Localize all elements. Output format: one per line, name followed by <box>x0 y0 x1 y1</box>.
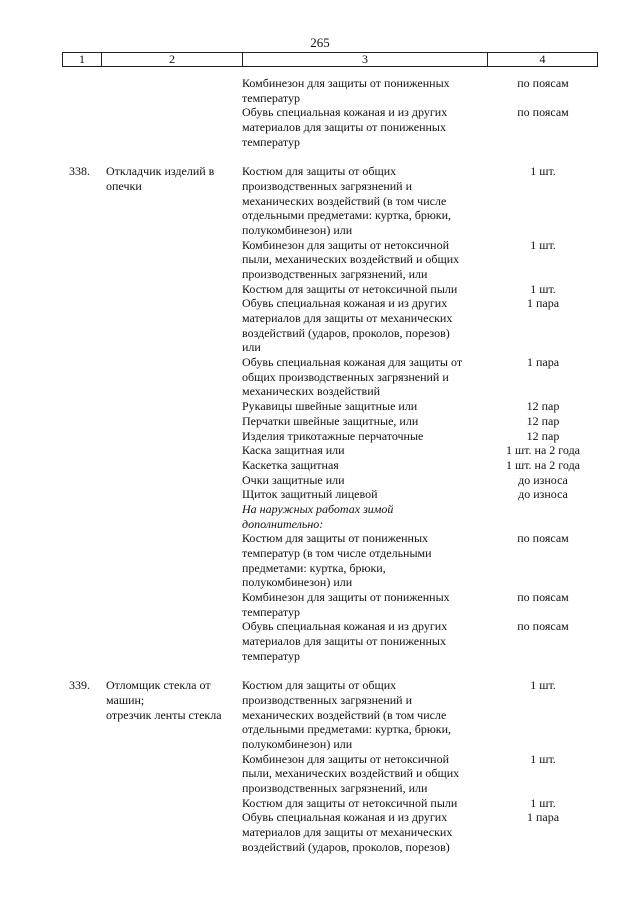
table-line <box>0 179 640 194</box>
issue-norm: 1 шт. <box>530 164 556 179</box>
equipment-item: Комбинезон для защиты от нетоксичной <box>242 237 450 252</box>
table-line <box>0 781 640 796</box>
equipment-item: Обувь специальная кожаная и из других <box>242 105 448 120</box>
table-line <box>0 208 640 223</box>
table-line <box>0 296 640 311</box>
issue-norm: 1 шт. <box>530 678 556 693</box>
table-line <box>0 91 640 106</box>
table-line <box>0 194 640 209</box>
issue-norm: 12 пар <box>526 413 560 428</box>
issue-norm: 1 шт. <box>530 237 556 252</box>
equipment-item: Обувь специальная кожаная и из других <box>242 619 448 634</box>
table-line <box>0 752 640 767</box>
table-line <box>0 487 640 502</box>
table-line <box>0 531 640 546</box>
row-number: 339. <box>69 678 90 693</box>
equipment-item: отдельными предметами: куртка, брюки, <box>242 722 452 737</box>
issue-norm: 1 шт. <box>530 751 556 766</box>
table-line <box>0 722 640 737</box>
table-line <box>0 105 640 120</box>
table-line <box>0 693 640 708</box>
table-line <box>0 384 640 399</box>
table-line <box>0 370 640 385</box>
issue-norm: по поясам <box>517 619 569 634</box>
equipment-item: Костюм для защиты от общих <box>242 678 397 693</box>
table-header <box>62 52 598 67</box>
table-line <box>0 326 640 341</box>
equipment-item: температур (в том числе отдельными <box>242 546 432 560</box>
table-line <box>0 76 640 91</box>
equipment-item: предметами: куртка, брюки, <box>242 560 386 575</box>
equipment-item: температур <box>242 648 301 663</box>
equipment-item: Комбинезон для защиты от пониженных <box>242 76 450 90</box>
table-line <box>0 590 640 605</box>
table-line <box>0 282 640 297</box>
column-header-3: 3 <box>242 53 487 66</box>
table-line <box>0 619 640 634</box>
issue-norm: 1 шт. на 2 года <box>505 443 581 458</box>
equipment-item: Костюм для защиты от нетоксичной пыли <box>242 281 458 296</box>
issue-norm: 1 шт. <box>530 281 556 296</box>
table-body <box>0 76 640 854</box>
issue-norm: по поясам <box>517 590 569 605</box>
table-line <box>0 678 640 693</box>
equipment-item: Изделия трикотажные перчаточные <box>242 428 424 443</box>
issue-norm: 12 пар <box>526 428 560 443</box>
table-line <box>0 634 640 649</box>
issue-norm: 12 пар <box>526 399 560 414</box>
table-line <box>0 149 640 164</box>
table-line <box>0 708 640 723</box>
equipment-item: механических воздействий (в том числе <box>242 193 447 208</box>
equipment-item: материалов для защиты от механических <box>242 311 453 325</box>
issue-norm: до износа <box>518 472 568 487</box>
table-line <box>0 810 640 825</box>
equipment-item: производственных загрязнений и <box>242 692 413 707</box>
table-line <box>0 458 640 473</box>
column-header-2: 2 <box>101 53 242 66</box>
equipment-item: температур <box>242 90 301 105</box>
table-line <box>0 766 640 781</box>
table-line <box>0 840 640 855</box>
equipment-item: материалов для защиты от пониженных <box>242 634 446 649</box>
issue-norm: 1 пара <box>526 355 560 370</box>
table-line <box>0 546 640 561</box>
profession-name: Откладчик изделий в <box>106 164 215 179</box>
page-number: 265 <box>310 35 330 50</box>
equipment-item: Щиток защитный лицевой <box>242 487 378 502</box>
table-line <box>0 443 640 458</box>
table-line <box>0 575 640 590</box>
equipment-item: Костюм для защиты от нетоксичной пыли <box>242 795 458 810</box>
table-line <box>0 311 640 326</box>
equipment-item: пыли, механических воздействий и общих <box>242 766 460 781</box>
table-line <box>0 473 640 488</box>
equipment-item: механических воздействий (в том числе <box>242 707 447 722</box>
equipment-item: температур <box>242 604 301 619</box>
table-line <box>0 267 640 282</box>
equipment-item: дополнительно: <box>242 516 324 531</box>
equipment-item: Комбинезон для защиты от пониженных <box>242 590 450 605</box>
issue-norm: по поясам <box>517 76 569 90</box>
equipment-item: механических воздействий <box>242 384 381 399</box>
equipment-item: Перчатки швейные защитные, или <box>242 413 419 428</box>
table-line <box>0 502 640 517</box>
equipment-item: материалов для защиты от механических <box>242 825 453 840</box>
equipment-item: Костюм для защиты от пониженных <box>242 531 429 546</box>
equipment-item: Обувь специальная кожаная и из других <box>242 296 448 311</box>
equipment-item: Рукавицы швейные защитные или <box>242 399 418 414</box>
table-line <box>0 664 640 679</box>
equipment-item: воздействий (ударов, проколов, порезов) <box>242 839 450 854</box>
equipment-item: Каска защитная или <box>242 443 345 458</box>
issue-norm: 1 шт. <box>530 795 556 810</box>
equipment-item: или <box>242 340 261 355</box>
equipment-item: производственных загрязнений, или <box>242 266 428 281</box>
table-line <box>0 517 640 532</box>
table-line <box>0 120 640 135</box>
table-line <box>0 605 640 620</box>
table-line <box>0 340 640 355</box>
equipment-item: Обувь специальная кожаная и из других <box>242 810 448 825</box>
issue-norm: 1 пара <box>526 296 560 311</box>
table-line <box>0 825 640 840</box>
issue-norm: по поясам <box>517 531 569 546</box>
table-line <box>0 649 640 664</box>
equipment-item: производственных загрязнений и <box>242 178 413 193</box>
equipment-item: температур <box>242 134 301 149</box>
equipment-item: На наружных работах зимой <box>242 501 394 516</box>
table-line <box>0 238 640 253</box>
equipment-item: общих производственных загрязнений и <box>242 369 449 384</box>
equipment-item: Комбинезон для защиты от нетоксичной <box>242 751 450 766</box>
equipment-item: Очки защитные или <box>242 472 345 487</box>
table-line <box>0 223 640 238</box>
column-header-1: 1 <box>79 52 85 66</box>
issue-norm: 1 пара <box>526 810 560 825</box>
table-line <box>0 399 640 414</box>
equipment-item: пыли, механических воздействий и общих <box>242 252 460 267</box>
profession-name: опечки <box>106 178 142 193</box>
profession-name: отрезчик ленты стекла <box>106 707 222 722</box>
profession-name: машин; <box>106 692 145 707</box>
table-line <box>0 252 640 267</box>
table-line <box>0 737 640 752</box>
table-line <box>0 164 640 179</box>
table-line <box>0 429 640 444</box>
profession-name: Отломщик стекла от <box>106 678 211 693</box>
equipment-item: отдельными предметами: куртка, брюки, <box>242 208 452 223</box>
row-number: 338. <box>69 164 90 179</box>
issue-norm: 1 шт. на 2 года <box>505 457 581 472</box>
equipment-item: материалов для защиты от пониженных <box>242 120 446 135</box>
equipment-item: Костюм для защиты от общих <box>242 164 397 179</box>
column-header-4: 4 <box>487 53 597 66</box>
equipment-item: полукомбинезон) или <box>242 575 353 590</box>
equipment-item: полукомбинезон) или <box>242 222 353 237</box>
equipment-item: Обувь специальная кожаная для защиты от <box>242 355 463 370</box>
table-line <box>0 561 640 576</box>
equipment-item: производственных загрязнений, или <box>242 781 428 795</box>
table-line <box>0 796 640 811</box>
issue-norm: по поясам <box>517 105 569 120</box>
table-line <box>0 135 640 150</box>
equipment-item: воздействий (ударов, проколов, порезов) <box>242 325 450 340</box>
issue-norm: до износа <box>518 487 568 502</box>
table-line <box>0 355 640 370</box>
equipment-item: полукомбинезон) или <box>242 736 353 751</box>
equipment-item: Каскетка защитная <box>242 457 339 472</box>
table-line <box>0 414 640 429</box>
